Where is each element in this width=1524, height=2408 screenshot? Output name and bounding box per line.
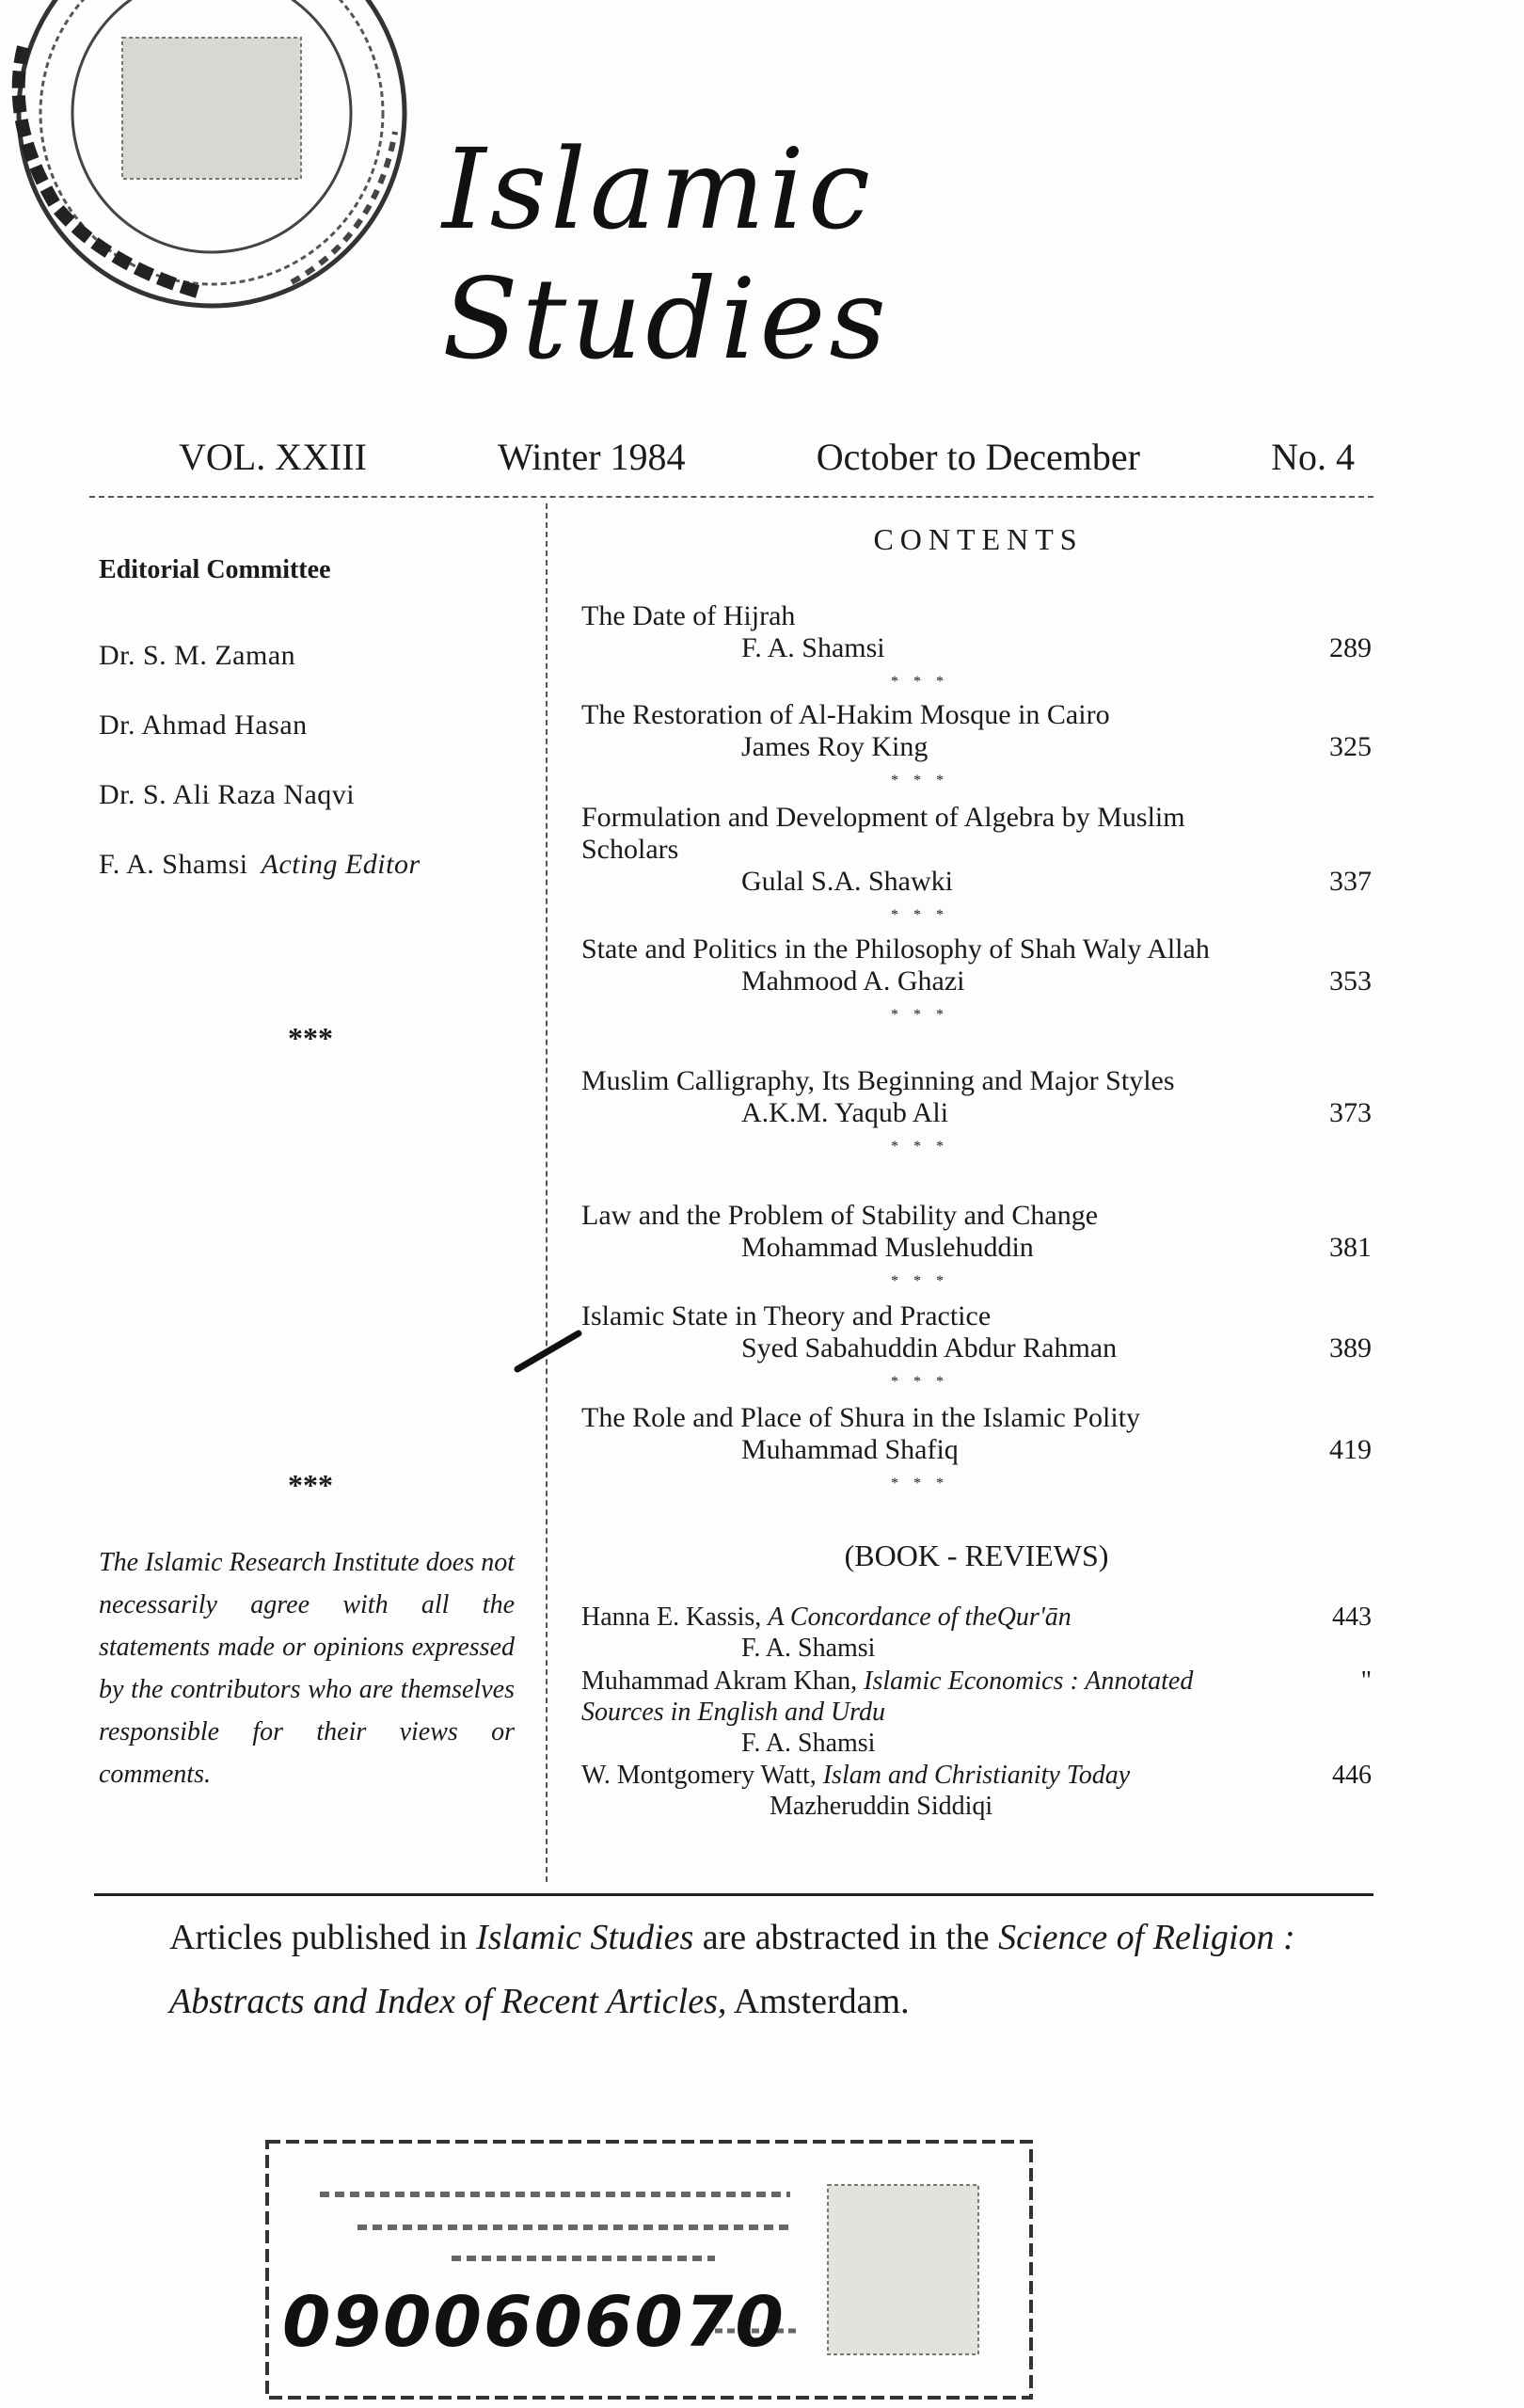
article-author: Muhammad Shafiq	[741, 1434, 959, 1465]
journal-title: Islamic Studies	[442, 124, 890, 384]
library-seal-stamp	[0, 0, 423, 311]
editor-name: F. A. Shamsi	[99, 849, 248, 880]
issue-line	[179, 428, 1355, 485]
review-book-author: W. Montgomery Watt,	[581, 1761, 817, 1790]
reviews-heading: (BOOK - REVIEWS)	[844, 1539, 1109, 1572]
article-page: 389	[1329, 1332, 1372, 1363]
acting-editor	[99, 849, 522, 881]
toc-entry	[581, 1200, 1372, 1298]
pen-mark	[513, 1322, 588, 1379]
article-title: Islamic State in Theory and Practice	[581, 1300, 992, 1332]
review-book-author: Muhammad Akram Khan,	[581, 1666, 858, 1696]
article-title: The Date of Hijrah	[581, 600, 796, 631]
article-author: Gulal S.A. Shawki	[741, 866, 953, 897]
article-page: 353	[1329, 965, 1372, 997]
review-entry	[581, 1602, 1372, 1664]
entry-separator: * * *	[891, 1139, 949, 1155]
article-title: The Restoration of Al-Hakim Mosque in Cairo	[581, 699, 1110, 730]
article-page: 373	[1329, 1097, 1372, 1128]
contents-heading: CONTENTS	[873, 522, 1084, 556]
review-page: 443	[1332, 1603, 1372, 1632]
entry-separator: * * *	[891, 1475, 949, 1491]
review-entry	[581, 1666, 1372, 1759]
entry-separator: * * *	[891, 1007, 949, 1023]
article-author: Syed Sabahuddin Abdur Rahman	[741, 1332, 1118, 1363]
entry-separator: * * *	[891, 1374, 949, 1390]
abstract-place: Amsterdam.	[733, 1982, 910, 2021]
toc-entry	[581, 1065, 1372, 1163]
article-title: The Role and Place of Shura in the Islamic Polity	[581, 1402, 1141, 1433]
reviewer: F. A. Shamsi	[741, 1634, 876, 1663]
toc-entry	[581, 1300, 1372, 1398]
toc-entry	[581, 933, 1372, 1031]
abstract-prefix: Articles published in	[169, 1918, 468, 1957]
committee-member: Dr. S. Ali Raza Naqvi	[99, 779, 356, 810]
column-divider	[546, 503, 548, 1882]
issue-period: October to December	[816, 435, 1140, 478]
toc-entry	[581, 1402, 1372, 1500]
reviewer: Mazheruddin Siddiqi	[770, 1792, 993, 1821]
review-page: 446	[1332, 1761, 1372, 1790]
entry-separator: * * *	[891, 1273, 949, 1289]
abstract-note	[169, 1906, 1373, 2033]
review-book-title: A Concordance of theQur'ān	[768, 1603, 1072, 1632]
disclaimer: The Islamic Research Institute does not necessarily agree with all the statements made or opinions expressed by the contributors who are themselves responsible for their views or comments.	[99, 1548, 515, 1789]
editor-role: Acting Editor	[261, 849, 421, 880]
article-page: 419	[1329, 1434, 1372, 1465]
article-author: F. A. Shamsi	[741, 632, 885, 663]
separator-stars: ***	[288, 1021, 333, 1055]
issue-volume: VOL. XXIII	[179, 435, 367, 478]
entry-separator: * * *	[891, 674, 949, 690]
review-page: "	[1360, 1666, 1372, 1696]
entry-separator: * * *	[891, 907, 949, 923]
article-author: A.K.M. Yaqub Ali	[741, 1097, 949, 1128]
issue-number: No. 4	[1271, 435, 1355, 478]
abstract-middle: are abstracted in the	[702, 1918, 990, 1957]
article-title: Muslim Calligraphy, Its Beginning and Major Styles	[581, 1065, 1175, 1096]
toc-entry	[581, 699, 1372, 797]
review-book-title: Islam and Christianity Today	[822, 1761, 1131, 1790]
abstract-journal: Islamic Studies	[476, 1918, 694, 1957]
toc-entry	[581, 600, 1372, 698]
article-page: 325	[1329, 731, 1372, 762]
toc-entry	[581, 802, 1372, 932]
article-author: James Roy King	[741, 731, 929, 762]
review-entry	[581, 1760, 1372, 1822]
footer-divider	[94, 1893, 1373, 1896]
header-divider	[89, 496, 1373, 498]
editorial-committee	[99, 555, 522, 918]
accession-number: 0900606070	[282, 2282, 786, 2363]
article-page: 381	[1329, 1232, 1372, 1263]
review-book-author: Hanna E. Kassis,	[581, 1603, 762, 1632]
reviewer: F. A. Shamsi	[741, 1729, 876, 1758]
committee-member: Dr. S. M. Zaman	[99, 640, 296, 671]
review-book-title: Islamic Economics : Annotated Sources in English and Urdu	[581, 1666, 1194, 1727]
article-title: Law and the Problem of Stability and Change	[581, 1200, 1099, 1231]
article-title: State and Politics in the Philosophy of Shah Waly Allah	[581, 933, 1210, 965]
separator-stars: ***	[288, 1468, 333, 1502]
committee-heading: Editorial Committee	[99, 555, 331, 584]
entry-separator: * * *	[891, 773, 949, 789]
article-page: 337	[1329, 866, 1372, 897]
article-author: Mahmood A. Ghazi	[741, 965, 965, 997]
article-page: 289	[1329, 632, 1372, 663]
committee-member: Dr. Ahmad Hasan	[99, 710, 308, 741]
abstract-publication: Science of Religion : Abstracts and Index of Recent Articles,	[169, 1918, 1295, 2021]
article-author: Mohammad Muslehuddin	[741, 1232, 1034, 1263]
article-title: Formulation and Development of Algebra by Muslim Scholars	[581, 802, 1185, 865]
issue-season: Winter 1984	[498, 435, 686, 478]
